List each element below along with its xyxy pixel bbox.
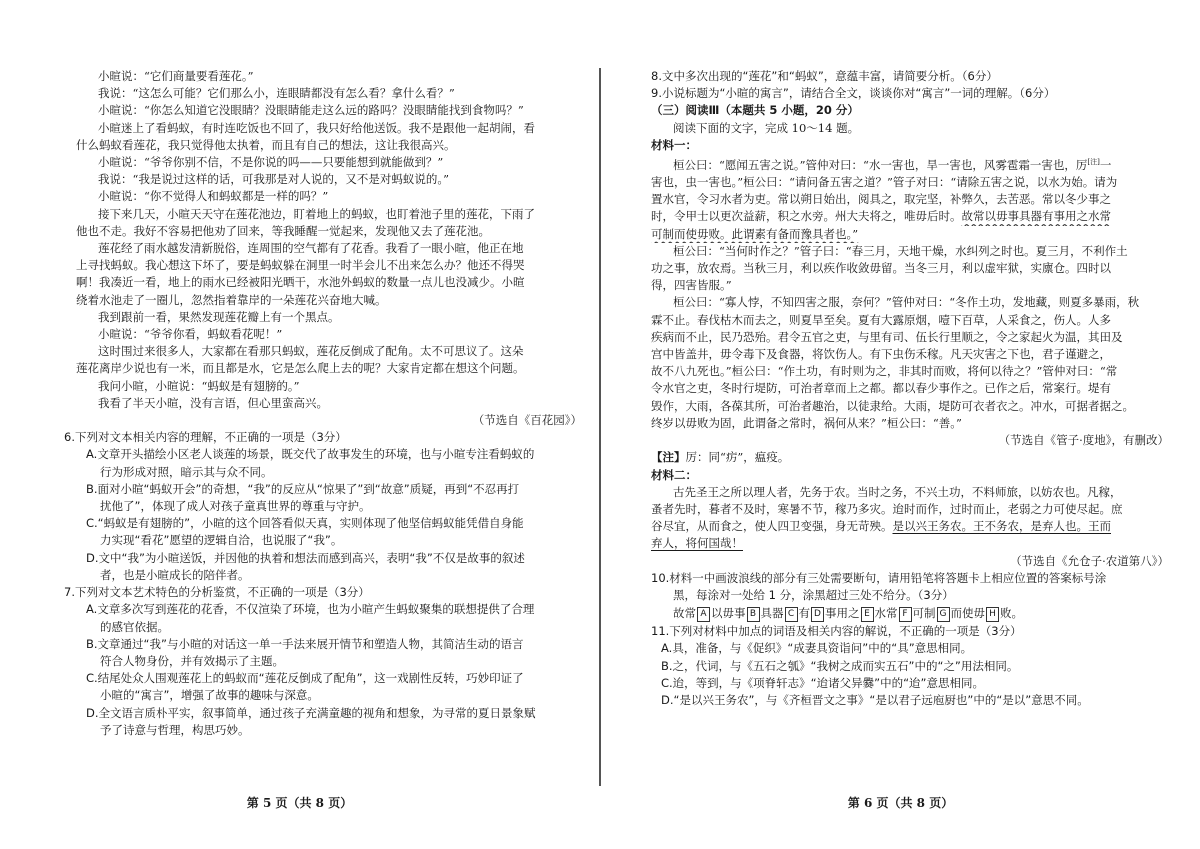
q6-option: B.面对小暄“蚂蚁开会”的奇想，“我”的反应从“惊果了”到“故意”质疑，再到“不忍再打 <box>86 481 520 496</box>
q6-option: 行为形成对照，暗示其与众不同。 <box>100 464 273 479</box>
q7-option: A.文章多次写到莲花的花香，不仅渲染了环境，也为小暄产生蚂蚁聚集的联想提供了合理 <box>86 602 535 617</box>
reading-instructions: 阅读下面的文字，完成 10～14 题。 <box>673 120 860 135</box>
page-footer-6: 第 6 页（共 8 页） <box>847 796 954 810</box>
q11-option: D.“是以兴王务农”，与《齐桓晋文之事》“是以君子远庖厨也”中的“是以”意思不同。 <box>661 692 1089 707</box>
material-1-line: 功之事，放农焉。当秋三月，利以疾作收敛毋留。当冬三月，利以虚牢狱，实廪仓。四时以 <box>651 261 1111 276</box>
material-2-line: 古先圣王之所以理人者，先务于农。当时之务，不兴土功，不料师旅，以妨农也。凡稼， <box>673 484 1122 499</box>
story-line: 我说：“这怎么可能？它们那么小，连眼睛都没有怎么看？拿什么看？” <box>98 86 455 101</box>
wavy-underlined-text: 故常以毋事具器有事用之水常 <box>961 209 1111 224</box>
story-line: 小暄说：“爷爷你看，蚂蚁看花呢！” <box>98 327 283 342</box>
question-10-stem: 黑，每涂对一处给 1 分，涂黑超过三处不给分。（3分） <box>673 587 954 602</box>
story-line: 接下来几天，小暄天天守在莲花池边，盯着地上的蚂蚁，也盯着池子里的莲花，下雨了 <box>98 206 535 221</box>
q6-option: 力实现“看花”愿望的逻辑自洽，也说服了“我”。 <box>100 533 343 548</box>
material-2-label: 材料二： <box>651 467 697 482</box>
story-line: 小暄说：“你不觉得人和蚂蚁都是一样的吗？” <box>98 189 329 204</box>
annotation-note <box>651 449 1171 466</box>
story-line: 小暄说：“你怎么知道它没眼睛？没眼睛能走这么远的路吗？没眼睛能找到食物吗？” <box>98 103 524 118</box>
story-line: 我说：“我是说过这样的话，可我那是对人说的，又不是对蚂蚁说的。” <box>98 172 450 187</box>
material-2-line: 蚤者先时，暮者不及时，寒暑不节，稼乃多灾。迨时而作，过时而止，老弱之力可使尽起。庶 <box>651 501 1123 516</box>
box-segment: 具器 <box>760 606 784 621</box>
answer-box-e[interactable]: E <box>861 607 874 622</box>
box-segment: 败。 <box>1000 606 1023 621</box>
answer-box-f[interactable]: F <box>899 607 912 622</box>
story-line: 他也不走。我好不容易把他劝了回来，等我睡醒一觉起来，发现他又去了莲花池。 <box>76 223 490 238</box>
section-title: （三）阅读Ⅲ（本题共 5 小题，20 分） <box>651 103 859 118</box>
story-line: 啊！我凑近一看，地上的雨水已经被阳光晒干，水池外蚂蚁的数量一点儿也没减少。小暄 <box>76 275 525 290</box>
m1-text: 时，令甲士以更次益薪，积之水旁。州大夫将之，唯毋后时。 <box>651 209 962 224</box>
box-segment: 水常 <box>874 606 898 621</box>
story-line: 什么蚂蚁看莲花，我只觉得他太执着，而且有自己的想法，这让我很高兴。 <box>76 137 456 152</box>
question-10-stem: 10.材料一中画波浪线的部分有三处需要断句，请用铅笔将答题卡上相应位置的答案标号涂 <box>651 570 1107 585</box>
q7-option: C.结尾处众人围观莲花上的蚂蚁而“莲花反倒成了配角”，这一戏剧性反转，巧妙印证了 <box>86 671 524 686</box>
material-1-line <box>651 226 1171 243</box>
page-5 <box>0 0 599 849</box>
material-1-line: 得，四害皆服。” <box>651 278 732 293</box>
question-11-stem: 11.下列对材料中加点的词语及相关内容的解说，不正确的一项是（3分） <box>651 624 1022 639</box>
material-1-line: 令水官之吏，冬时行堤防，可治者章而上之都。都以春少事作之。已作之后，常案行。堤有 <box>651 381 1111 396</box>
note-label: 【注】 <box>651 450 686 465</box>
material-2-line <box>651 535 1171 552</box>
material-1-line <box>651 208 1171 225</box>
m1-text: 一 <box>1099 157 1112 172</box>
question-9: 9.小说标题为“小暄的寓言”，请结合全文，谈谈你对“寓言”一词的理解。（6分） <box>651 86 1056 101</box>
page-footer-5: 第 5 页（共 8 页） <box>246 796 353 810</box>
q7-option: 小暄的“寓言”，增强了故事的趣味与深意。 <box>100 688 319 703</box>
note-text: 厉：同“疠”，瘟疫。 <box>685 450 790 465</box>
m2-text: 谷尽宜，从而食之，使人四卫变强，身无苛殃。 <box>651 519 893 534</box>
right-column <box>651 68 1171 709</box>
material-1-line: 宫中皆盖井，毋令毒下及食器，将饮伤人。有下虫伤禾稼。凡天灾害之下也，君子谨避之， <box>651 347 1111 362</box>
story-line: 上寻找蚂蚁。我心想这下坏了，要是蚂蚁躲在洞里一时半会儿不出来怎么办？他还不得哭 <box>76 258 525 273</box>
box-segment: 以毋事 <box>711 606 746 621</box>
q6-option: A.文章开头描绘小区老人谈莲的场景，既交代了故事发生的环境，也与小暄专注看蚂蚁的 <box>86 447 535 462</box>
left-column <box>64 68 584 739</box>
story-line: 莲花经了雨水越发清新脱俗，连周围的空气都有了花香。我看了一眼小暄，他正在地 <box>98 241 524 256</box>
material-1-line: 置水官，令习水者为吏。常以朔日始出，阅具之，取完坚，补弊久，去苦恶。常以冬少事之 <box>651 192 1111 207</box>
q6-option: D.文中“我”为小暄送饭，并因他的执着和想法而感到高兴，表明“我”不仅是故事的叙述 <box>86 550 525 565</box>
material-2-line <box>651 518 1171 535</box>
material-1-line <box>651 154 1171 174</box>
answer-box-b[interactable]: B <box>747 607 760 622</box>
q7-option: 符合人物身份，并有效揭示了主题。 <box>100 653 284 668</box>
material-1-line: 故不八九死也。”桓公曰：“作土功，有时则为之，非其时而败，将何以待之？”管仲对曰：“常 <box>651 364 1118 379</box>
story-line: 小暄迷上了看蚂蚁，有时连吃饭也不回了，我只好给他送饭。我不是跟他一起胡闹，看 <box>98 120 535 135</box>
q6-option: C.“蚂蚁是有翅膀的”，小暄的这个回答看似天真，实则体现了他坚信蚂蚁能凭借自身能 <box>86 516 524 531</box>
material-1-line: 害也，虫一害也。”桓公曰：“请问备五害之道？”管子对曰：“请除五害之说，以水为始。请为 <box>651 175 1118 190</box>
material-1-line: 毁作，大雨，各葆其所，可治者趣治，以徒隶给。大雨，堤防可衣者衣之。冲水，可据者据之。 <box>651 398 1134 413</box>
wavy-underlined-text: 可制而使毋败。此谓素有备而豫具者也。” <box>651 226 859 241</box>
box-segment: 有 <box>798 606 810 621</box>
material-1-line: 桓公曰：“寡人悖，不知四害之服，奈何？”管仲对曰：“冬作土功，发地藏，则夏多暴雨，秋 <box>673 295 1140 310</box>
underlined-text: 是以兴王务农。王不务农，是弃人也。王而 <box>892 519 1111 534</box>
q7-option: 的感官依据。 <box>100 619 169 634</box>
q11-option: C.迨，等到，与《项脊轩志》“迨诸父异爨”中的“迨”意思相同。 <box>661 675 985 690</box>
box-segment: 可制 <box>912 606 936 621</box>
story-line: 我问小暄，小暄说：“蚂蚁是有翅膀的。” <box>98 378 300 393</box>
story-line: 小暄说：“爷爷你别不信，不是你说的吗——只要能想到就能做到？” <box>98 155 444 170</box>
story-line: 我看了半天小暄，没有言语，但心里蛮高兴。 <box>98 395 328 410</box>
q6-option: 扰他了”，体现了成人对孩子童真世界的尊重与守护。 <box>100 499 371 514</box>
question-7-stem: 7.下列对文本艺术特色的分析鉴赏，不正确的一项是（3分） <box>64 585 370 600</box>
question-6-stem: 6.下列对文本相关内容的理解，不正确的一项是（3分） <box>64 430 347 445</box>
q11-option: A.具，准备，与《促织》“成妻具资诣问”中的“具”意思相同。 <box>661 641 973 656</box>
q7-option: D.全文语言质朴平实，叙事简单，通过孩子充满童趣的视角和想象，为寻常的夏日景象赋 <box>86 705 536 720</box>
material-2-source: （节选自《允仓子·农道第八》） <box>1010 553 1169 568</box>
story-line: 小暄说：“它们商量要看莲花。” <box>98 69 254 83</box>
answer-box-row <box>651 604 1171 623</box>
story-line: 我到跟前一看，果然发现莲花瓣上有一个黑点。 <box>98 309 340 324</box>
material-1-label: 材料一： <box>651 137 697 152</box>
box-segment: 事用之 <box>825 606 860 621</box>
story-line: 这时围过来很多人，大家都在看那只蚂蚁，莲花反倒成了配角。太不可思议了。这朵 <box>98 344 524 359</box>
box-segment: 故常 <box>673 606 696 621</box>
q7-option: 予了诗意与哲理，构思巧妙。 <box>100 722 250 737</box>
page-6 <box>601 0 1200 849</box>
answer-box-h[interactable]: H <box>986 607 999 622</box>
material-1-line: 霖不止。春伐枯木而去之，则夏旱至矣。夏有大露原烟，噎下百草，人采食之，伤人。人多 <box>651 312 1111 327</box>
question-8: 8.文中多次出现的“莲花”和“蚂蚁”，意蕴丰富，请简要分析。（6分） <box>651 69 998 83</box>
q7-option: B.文章通过“我”与小暄的对话这一单一手法来展开情节和塑造人物，其简洁生动的语言 <box>86 636 524 651</box>
answer-box-a[interactable]: A <box>697 607 710 622</box>
m1-text: 桓公曰：“愿闻五害之说。”管仲对曰：“水一害也，旱一害也，风雾雹霜一害也，厉 <box>673 157 1088 172</box>
material-1-source: （节选自《管子·度地》，有删改） <box>998 433 1169 448</box>
answer-box-g[interactable]: G <box>937 607 950 622</box>
q11-option: B.之，代词，与《五石之瓠》“我树之成而实五石”中的“之”用法相同。 <box>661 658 1019 673</box>
answer-box-c[interactable]: C <box>785 607 798 622</box>
material-1-line: 桓公曰：“当何时作之？”管子曰：“春三月，天地干燥，水纠列之时也。夏三月，不利作土 <box>673 243 1128 258</box>
story-line: 莲花离岸少说也有一米，而且都是水，它是怎么爬上去的呢？大家肯定都在想这个问题。 <box>76 361 525 376</box>
q6-option: 者，也是小暄成长的陪伴者。 <box>100 567 250 582</box>
material-1-line: 疾病而不止，民乃恐殆。君令五官之吏，与里有司、伍长行里顺之，令之家起火为温，其田及 <box>651 329 1123 344</box>
footnote-marker: [注] <box>1087 158 1100 167</box>
story-source: （节选自《百花园》） <box>472 413 582 428</box>
box-segment: 而使毋 <box>950 606 985 621</box>
underlined-text: 弃人，将何国哉！ <box>651 536 743 551</box>
material-1-line: 终岁以毋败为固，此谓备之常时，祸何从来？”桓公曰：“善。” <box>651 415 962 430</box>
answer-box-d[interactable]: D <box>811 607 824 622</box>
story-line: 绕着水池走了一圈儿，忽然指着靠岸的一朵莲花兴奋地大喊。 <box>76 292 387 307</box>
